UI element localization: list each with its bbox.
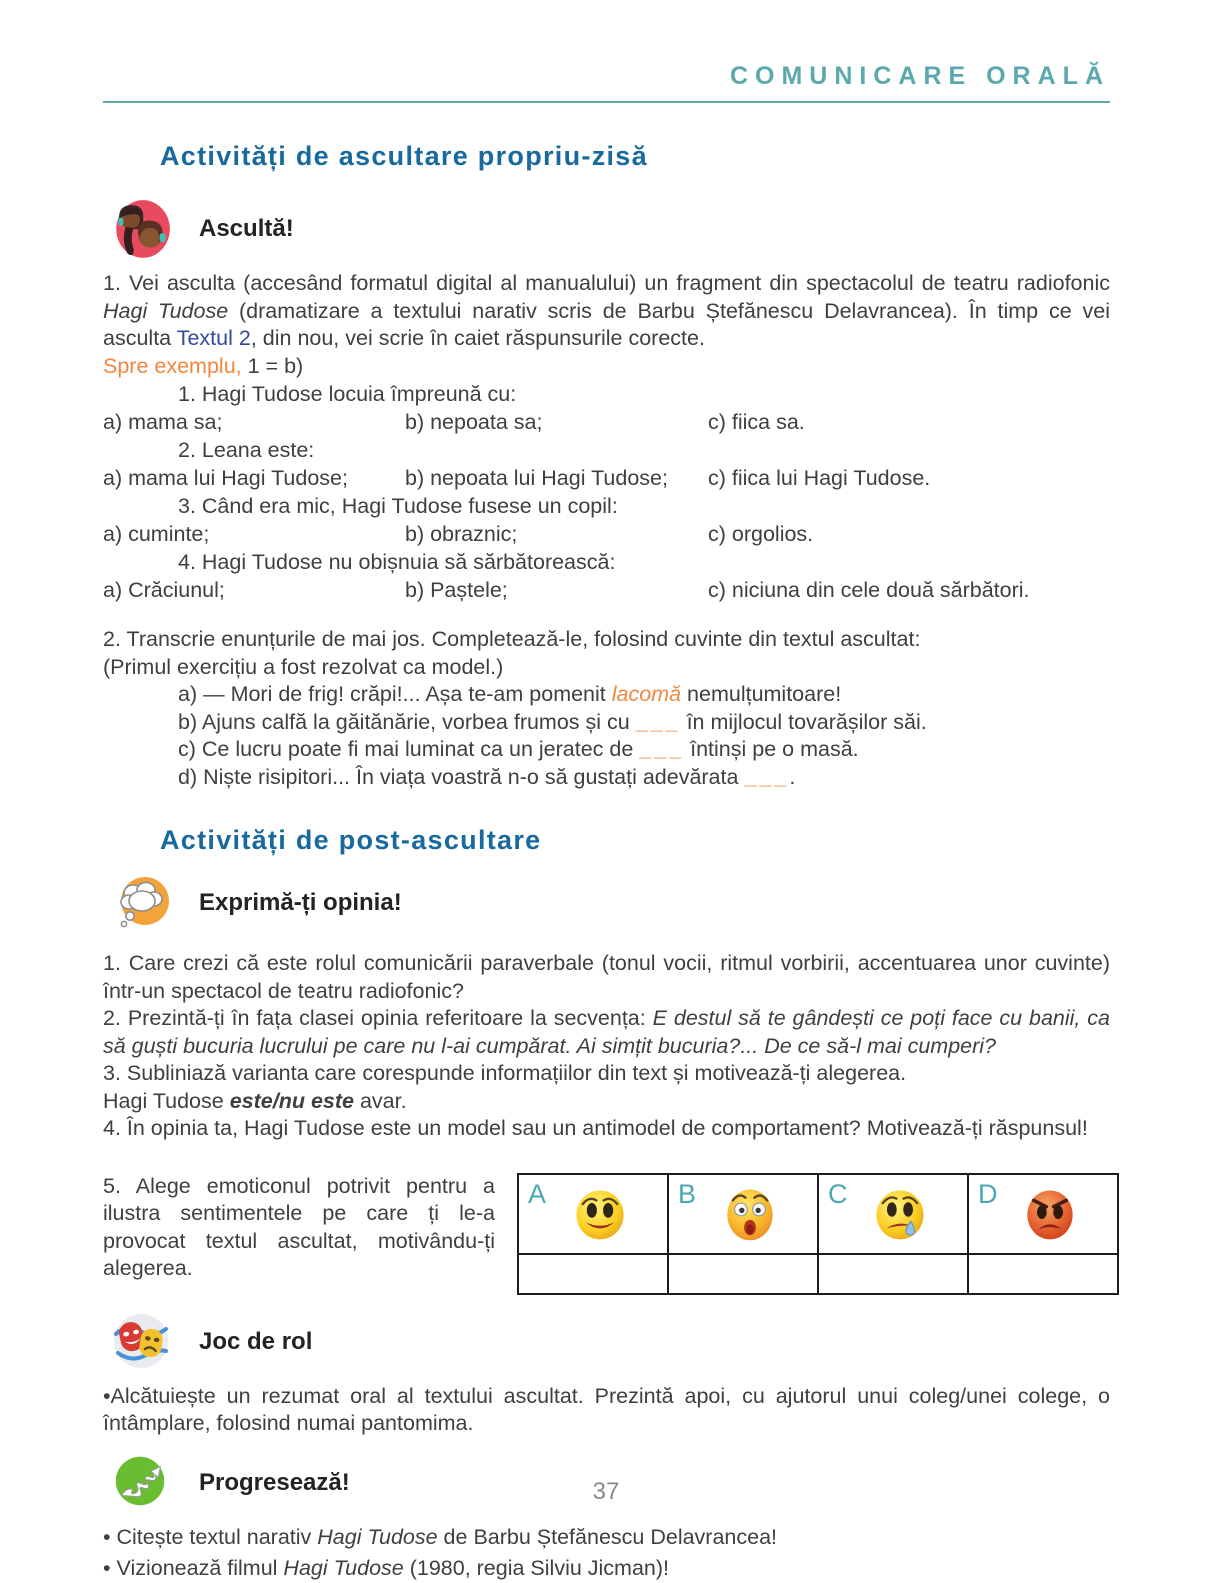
roleplay-text: •Alcătuiește un rezumat oral al textului ascultat. Prezintă apoi, cu ajutorul unui coleg/unei colege, o întâmplare, folosind numai pantomima. <box>103 1383 1110 1435</box>
opinion-q3: 3. Subliniază varianta care corespunde informațiilor din text și motivează-ți alegerea. <box>103 1061 907 1085</box>
question-1: 1. Hagi Tudose locuia împreună cu: <box>178 382 517 406</box>
option-1a: a) mama sa; <box>103 410 223 434</box>
page-number: 37 <box>592 1478 620 1505</box>
task2-item-b <box>178 709 1110 737</box>
options-row-2 <box>103 464 1110 492</box>
task1-text2-reference: Textul 2 <box>176 326 251 350</box>
option-2b: b) nepoata lui Hagi Tudose; <box>405 466 668 490</box>
theater-masks-icon <box>109 1309 175 1375</box>
progress-b2-pre: • Vizionează filmul <box>103 1556 284 1580</box>
item-b-blank: ___ <box>635 709 681 734</box>
task5-text: 5. Alege emoticonul potrivit pentru a ilustra sentimentele pe care ți le-a provocat textul ascultat, motivându-ți alegerea. <box>103 1173 495 1280</box>
emoji-row <box>518 1174 1118 1254</box>
task1-example <box>103 353 1110 381</box>
task1-intro-text-2: (dramatizare a textului narativ scris de Barbu Ștefănescu Delavrancea). În timp ce vei asculta <box>103 298 1110 350</box>
task1-intro-text-1: 1. Vei asculta (accesând formatul digital al manualului) un fragment din spectacolul de teatru radiofonic <box>103 271 1110 295</box>
opinion-q4: 4. În opinia ta, Hagi Tudose este un model sau un antimodel de comportament? Motivează-ți răspunsul! <box>103 1116 1088 1140</box>
item-a-pre: a) — Mori de frig! crăpi!... Așa te-am pomenit <box>178 682 612 706</box>
listeners-icon <box>109 196 175 262</box>
emoji-cell-c <box>818 1174 968 1254</box>
option-1c: c) fiica sa. <box>708 410 805 434</box>
option-3a: a) cuminte; <box>103 522 210 546</box>
item-c-pre: c) Ce lucru poate fi mai luminat ca un jeratec de <box>178 737 640 761</box>
opinion-q2-quote: E destul să te gândești ce poți face cu banii, ca să guști bucuria lucrului pe care nu l-ai cumpărat. Ai simțit bucuria?... De ce să-l mai cumperi? <box>103 1006 1110 1058</box>
example-value: 1 = b) <box>241 353 304 378</box>
opinion-q3b-post: avar. <box>353 1088 407 1113</box>
task1-intro <box>103 270 1110 353</box>
options-row-1 <box>103 408 1110 436</box>
task2-item-a <box>178 681 1110 709</box>
item-a-post: nemulțumitoare! <box>681 682 842 706</box>
progress-bullet-2 <box>103 1555 1110 1583</box>
activity-label-roleplay: Joc de rol <box>199 1327 313 1355</box>
item-b-post: în mijlocul tovarășilor săi. <box>680 709 927 734</box>
task1-intro-text-3: , din nou, vei scrie în caiet răspunsurile corecte. <box>250 326 705 350</box>
opinion-q3b-choice: este/nu este <box>229 1088 354 1113</box>
opinion-q1: 1. Care crezi că este rolul comunicării paraverbale (tonul vocii, ritmul vorbirii, accentuarea unor cuvinte) într-un spectacol de teatru radiofonic? <box>103 951 1110 1003</box>
cell-letter-b: B <box>678 1178 697 1209</box>
item-c-blank: ___ <box>639 737 685 761</box>
thought-bubble-icon <box>109 870 175 936</box>
item-b-pre: b) Ajuns calfă la găitănărie, vorbea frumos și cu <box>178 709 636 734</box>
cell-letter-a: A <box>528 1178 547 1209</box>
emoji-table <box>517 1173 1119 1295</box>
option-4c: c) niciuna din cele două sărbători. <box>708 578 1030 602</box>
question-2: 2. Leana este: <box>178 438 315 462</box>
emoji-cell-a <box>518 1174 668 1254</box>
progress-list <box>103 1524 1110 1583</box>
task5-row <box>103 1173 1110 1295</box>
progress-b1-post: de Barbu Ștefănescu Delavrancea! <box>437 1524 778 1549</box>
answer-cell-a <box>518 1254 668 1294</box>
option-3b: b) obraznic; <box>405 522 518 546</box>
example-label: Spre exemplu, <box>103 353 242 378</box>
quiz <box>103 380 1110 604</box>
options-row-3 <box>103 520 1110 548</box>
cell-letter-c: C <box>828 1178 848 1209</box>
option-2a: a) mama lui Hagi Tudose; <box>103 466 348 490</box>
answer-cell-b <box>668 1254 818 1294</box>
answer-row <box>518 1254 1118 1294</box>
progress-b1-title: Hagi Tudose <box>317 1524 438 1549</box>
option-4b: b) Paștele; <box>405 578 508 602</box>
task2-note: (Primul exercițiu a fost rezolvat ca model.) <box>103 654 504 679</box>
activity-header-asculta <box>103 196 1110 262</box>
options-row-4 <box>103 576 1110 604</box>
emoji-cell-d <box>968 1174 1118 1254</box>
answer-cell-d <box>968 1254 1118 1294</box>
opinion-q2-pre: 2. Prezintă-ți în fața clasei opinia referitoare la secvența: <box>103 1006 653 1030</box>
chapter-kicker: COMUNICARE ORALĂ <box>729 62 1110 90</box>
item-d-pre: d) Niște risipitori... În viața voastră n-o să gustați adevărata <box>178 764 745 789</box>
answer-cell-c <box>818 1254 968 1294</box>
task2-item-d <box>178 764 1110 792</box>
progress-b1-pre: • Citește textul narativ <box>103 1524 318 1549</box>
page-header <box>103 0 1110 103</box>
task2-intro: 2. Transcrie enunțurile de mai jos. Completează-le, folosind cuvinte din textul ascultat: <box>103 627 921 651</box>
activity-label: Ascultă! <box>199 215 294 242</box>
progress-bullet-1 <box>103 1524 1110 1552</box>
section-title-post-listening: Activități de post-ascultare <box>160 825 542 855</box>
option-1b: b) nepoata sa; <box>405 410 543 434</box>
activity-label-opinion: Exprimă-ți opinia! <box>199 889 402 916</box>
option-3c: c) orgolios. <box>708 522 814 546</box>
emoji-cell-b <box>668 1174 818 1254</box>
task1-book-title: Hagi Tudose <box>103 298 229 323</box>
activity-label-progress: Progresează! <box>199 1468 350 1496</box>
opinion-questions <box>103 950 1110 1143</box>
section-title-listening: Activități de ascultare propriu-zisă <box>160 141 648 171</box>
activity-header-opinion <box>103 870 1110 936</box>
opinion-q3b <box>103 1088 1110 1116</box>
option-4a: a) Crăciunul; <box>103 578 225 602</box>
question-3: 3. Când era mic, Hagi Tudose fusese un copil: <box>178 494 618 518</box>
task2 <box>103 626 1110 791</box>
item-d-post: . <box>789 764 796 789</box>
opinion-q3b-pre: Hagi Tudose <box>103 1088 230 1113</box>
opinion-q2 <box>103 1005 1110 1060</box>
item-c-post: întinși pe o masă. <box>684 737 859 761</box>
progress-b2-title: Hagi Tudose <box>283 1556 404 1580</box>
progress-b2-post: (1980, regia Silviu Jicman)! <box>403 1556 670 1580</box>
question-4: 4. Hagi Tudose nu obișnuia să sărbătorească: <box>178 550 616 574</box>
option-2c: c) fiica lui Hagi Tudose. <box>708 466 931 490</box>
item-d-blank: ___ <box>744 764 790 789</box>
item-a-filled-word: lacomă <box>611 682 682 706</box>
cell-letter-d: D <box>978 1178 998 1209</box>
task2-item-c <box>178 736 1110 764</box>
activity-header-roleplay <box>103 1309 1110 1375</box>
